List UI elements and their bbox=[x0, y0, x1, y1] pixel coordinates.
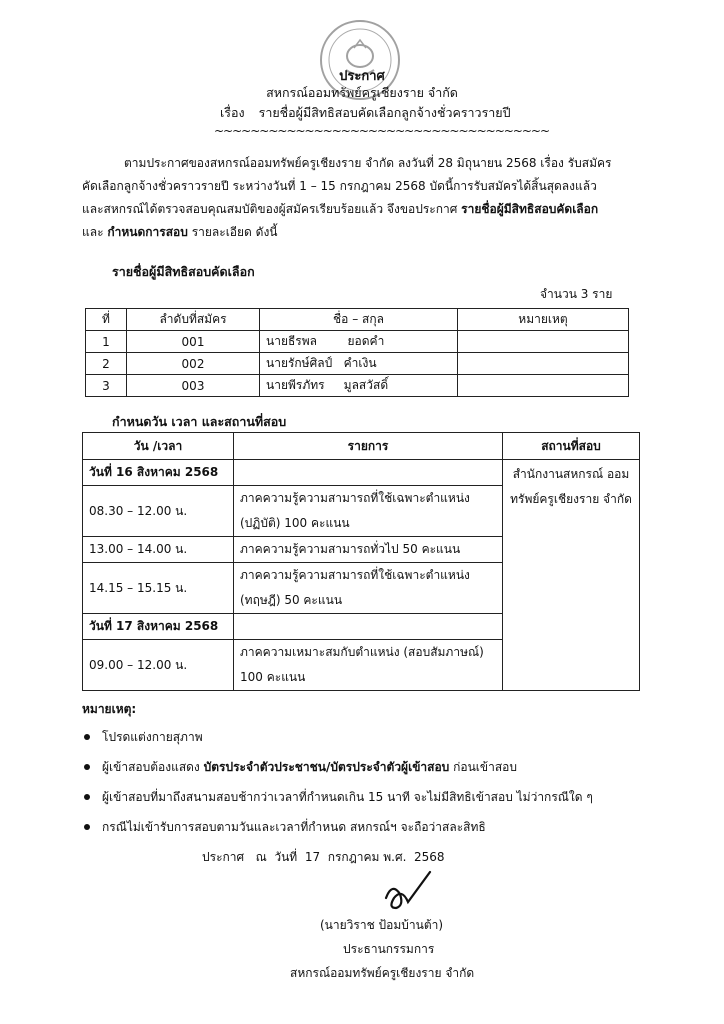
row-note bbox=[458, 375, 629, 397]
list-item bbox=[74, 812, 674, 842]
note-bold: บัตรประจำตัวประชาชน/บัตรประจำตัวผู้เข้าสอบ bbox=[203, 760, 450, 774]
intro-line-4-text: และ bbox=[82, 225, 108, 239]
row-no: 3 bbox=[86, 375, 127, 397]
signer-position: ประธานกรรมการ bbox=[343, 942, 435, 956]
notes-list bbox=[74, 722, 674, 842]
col-app: ลำดับที่สมัคร bbox=[127, 309, 260, 331]
list-item bbox=[74, 782, 674, 812]
day-1: วันที่ 16 สิงหาคม 2568 bbox=[83, 460, 234, 486]
row-note bbox=[458, 353, 629, 375]
row-app: 001 bbox=[127, 331, 260, 353]
subject-line bbox=[220, 103, 525, 123]
candidates-table bbox=[85, 308, 629, 397]
note-text: โปรดแต่งกายสุภาพ bbox=[102, 730, 203, 744]
intro-paragraph bbox=[82, 152, 630, 244]
intro-line-3-bold: รายชื่อผู้มีสิทธิสอบคัดเลือก bbox=[461, 202, 599, 216]
bullet-icon bbox=[84, 734, 90, 740]
schedule-section-title: กำหนดวัน เวลา และสถานที่สอบ bbox=[112, 414, 287, 429]
subject-label: เรื่อง bbox=[220, 105, 245, 120]
note-tail: ก่อนเข้าสอบ bbox=[449, 760, 517, 774]
venue: สำนักงานสหกรณ์ ออมทรัพย์ครูเชียงราย จำกัด bbox=[503, 460, 640, 691]
schedule-item: ภาคความเหมาะสมกับตำแหน่ง (สอบสัมภาษณ์) 100 คะแนน bbox=[234, 640, 503, 691]
intro-line-4-bold: กำหนดการสอบ bbox=[107, 225, 188, 239]
divider: ~~~~~~~~~~~~~~~~~~~~~~~~~~~~~~~~~~~~~ bbox=[214, 124, 550, 138]
day-2: วันที่ 17 สิงหาคม 2568 bbox=[83, 614, 234, 640]
bullet-icon bbox=[84, 794, 90, 800]
row-app: 002 bbox=[127, 353, 260, 375]
col-item: รายการ bbox=[234, 433, 503, 460]
subject-text: รายชื่อผู้มีสิทธิสอบคัดเลือกลูกจ้างชั่วคราวรายปี bbox=[258, 105, 511, 120]
schedule-time: 09.00 – 12.00 น. bbox=[83, 640, 234, 691]
schedule-time: 14.15 – 15.15 น. bbox=[83, 563, 234, 614]
intro-line-3 bbox=[82, 198, 630, 221]
intro-line-3-text: และสหกรณ์ได้ตรวจสอบคุณสมบัติของผู้สมัครเรียบร้อยแล้ว จึงขอประกาศ bbox=[82, 202, 462, 216]
table-row bbox=[86, 353, 629, 375]
intro-line-4-tail: รายละเอียด ดังนี้ bbox=[187, 225, 278, 239]
row-name: นายพีรภัทร มูลสวัสดิ์ bbox=[260, 375, 458, 397]
notes-title: หมายเหตุ: bbox=[82, 702, 137, 716]
day-1-blank bbox=[234, 460, 503, 486]
schedule-day-row bbox=[83, 460, 640, 486]
intro-line-1: ตามประกาศของสหกรณ์ออมทรัพย์ครูเชียงราย จำกัด ลงวันที่ 28 มิถุนายน 2568 เรื่อง รับสมัคร bbox=[124, 156, 612, 170]
intro-line-2: คัดเลือกลูกจ้างชั่วคราวรายปี ระหว่างวันที่ 1 – 15 กรกฎาคม 2568 บัดนี้การรับสมัครได้สิ้นสุดลงแล้ว bbox=[82, 179, 597, 193]
announcement-date: ประกาศ ณ วันที่ 17 กรกฎาคม พ.ศ. 2568 bbox=[202, 850, 445, 864]
row-name: นายรักษ์ศิลป์ คำเงิน bbox=[260, 353, 458, 375]
intro-line-4 bbox=[82, 221, 630, 244]
table-header-row bbox=[86, 309, 629, 331]
col-no: ที่ bbox=[86, 309, 127, 331]
col-name: ชื่อ – สกุล bbox=[260, 309, 458, 331]
schedule-time: 08.30 – 12.00 น. bbox=[83, 486, 234, 537]
bullet-icon bbox=[84, 824, 90, 830]
col-note: หมายเหตุ bbox=[458, 309, 629, 331]
table-row bbox=[86, 331, 629, 353]
signer-name: (นายวิราช ป้อมบ้านต้า) bbox=[320, 918, 444, 932]
note-text: ผู้เข้าสอบที่มาถึงสนามสอบช้ากว่าเวลาที่กำหนดเกิน 15 นาที จะไม่มีสิทธิเข้าสอบ ไม่ว่ากรณีใด ๆ bbox=[102, 790, 593, 804]
col-venue: สถานที่สอบ bbox=[503, 433, 640, 460]
list-item bbox=[74, 752, 674, 782]
note-text: ผู้เข้าสอบต้องแสดง bbox=[102, 760, 204, 774]
col-datetime: วัน /เวลา bbox=[83, 433, 234, 460]
schedule-item: ภาคความรู้ความสามารถทั่วไป 50 คะแนน bbox=[234, 537, 503, 563]
bullet-icon bbox=[84, 764, 90, 770]
row-note bbox=[458, 331, 629, 353]
schedule-item: ภาคความรู้ความสามารถที่ใช้เฉพาะตำแหน่ง (ปฏิบัติ) 100 คะแนน bbox=[234, 486, 503, 537]
signer-organization: สหกรณ์ออมทรัพย์ครูเชียงราย จำกัด bbox=[290, 966, 475, 980]
schedule-item: ภาคความรู้ความสามารถที่ใช้เฉพาะตำแหน่ง (ทฤษฎี) 50 คะแนน bbox=[234, 563, 503, 614]
schedule-header-row bbox=[83, 433, 640, 460]
row-name: นายธีรพล ยอดคำ bbox=[260, 331, 458, 353]
row-no: 2 bbox=[86, 353, 127, 375]
organization-name: สหกรณ์ออมทรัพย์ครูเชียงราย จำกัด bbox=[266, 85, 458, 100]
schedule-time: 13.00 – 14.00 น. bbox=[83, 537, 234, 563]
schedule-table bbox=[82, 432, 640, 691]
signature-icon bbox=[378, 868, 438, 918]
candidates-section-title: รายชื่อผู้มีสิทธิสอบคัดเลือก bbox=[112, 264, 255, 279]
row-app: 003 bbox=[127, 375, 260, 397]
note-text: กรณีไม่เข้ารับการสอบตามวันและเวลาที่กำหนด สหกรณ์ฯ จะถือว่าสละสิทธิ bbox=[102, 820, 486, 834]
day-2-blank bbox=[234, 614, 503, 640]
row-no: 1 bbox=[86, 331, 127, 353]
announcement-title: ประกาศ bbox=[339, 69, 385, 84]
list-item bbox=[74, 722, 674, 752]
table-row bbox=[86, 375, 629, 397]
candidate-count: จำนวน 3 ราย bbox=[540, 287, 613, 301]
